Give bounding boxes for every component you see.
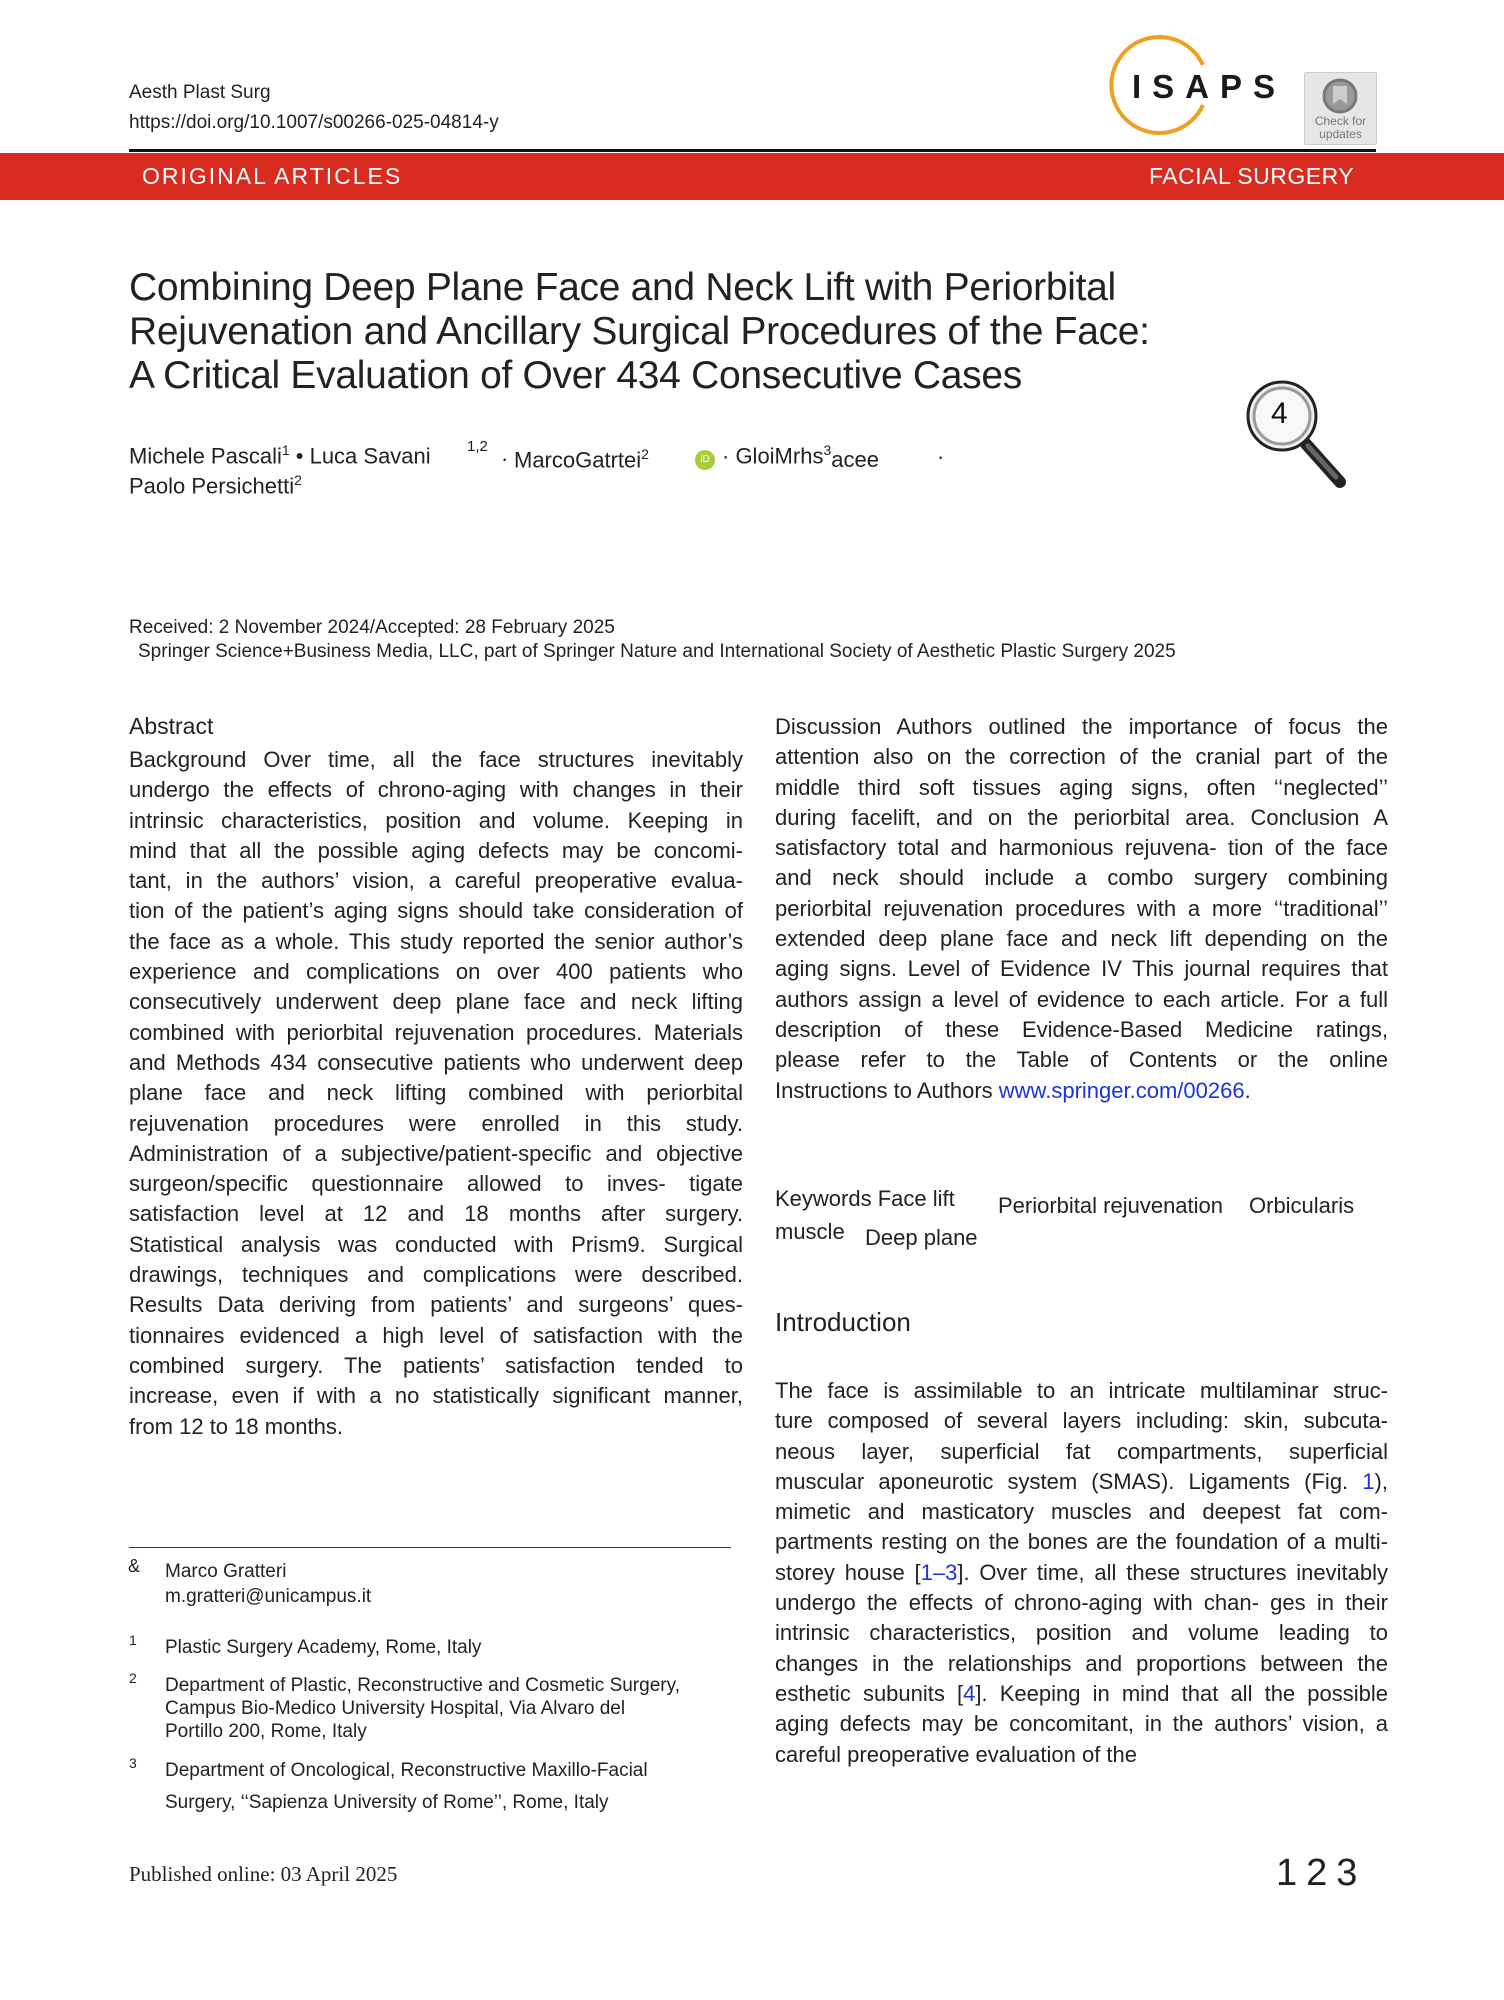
springer-123-logo: 123: [1276, 1852, 1367, 1894]
check-updates-text: updates: [1319, 127, 1362, 141]
affiliation-sup: 2: [641, 446, 649, 462]
text-line: attention also on the correction of the cranial part of the: [775, 744, 1388, 770]
text-line: surgeon/specific questionnaire allowed to inves- tigate: [129, 1171, 743, 1197]
corresponding-author-mark: &: [128, 1556, 141, 1576]
doi-link[interactable]: https://doi.org/10.1007/s00266-025-04814-y: [129, 112, 499, 133]
keyword[interactable]: muscle: [775, 1219, 845, 1244]
section-label-right: FACIAL SURGERY: [1149, 163, 1355, 189]
affiliation-sup: 3: [823, 442, 832, 458]
text-line: The face is assimilable to an intricate multilaminar struc-: [775, 1378, 1388, 1403]
text-line: experience and complications on over 400 patients who: [129, 959, 743, 985]
text-line: Statistical analysis was conducted with Prism9. Surgical: [129, 1231, 743, 1257]
reference-link[interactable]: 1: [1362, 1468, 1375, 1494]
reference-link[interactable]: 4: [963, 1680, 976, 1706]
text-line: tionnaires evidenced a high level of satisfaction with the: [129, 1322, 743, 1348]
text-line: changes in the relationships and proportions between the: [775, 1650, 1388, 1676]
published-online-date: Published online: 03 April 2025: [129, 1862, 398, 1886]
text-line: extended deep plane face and neck lift depending on the: [775, 926, 1388, 952]
article-title-line: Rejuvenation and Ancillary Surgical Procedures of the Face:: [129, 310, 1150, 353]
text-line: rejuvenation procedures were enrolled in this study.: [129, 1110, 743, 1136]
affiliation-sup: 2: [294, 472, 302, 488]
received-accepted-dates: Received: 2 November 2024/Accepted: 28 February 2025: [129, 617, 615, 638]
text-line: from 12 to 18 months.: [129, 1413, 343, 1439]
text-line: authors assign a level of evidence to each article. For a full: [775, 986, 1388, 1012]
text-line: storey house [1–3]. Over time, all these structures inevitably: [775, 1559, 1389, 1585]
author-name[interactable]: [129, 442, 431, 469]
text-line: increase, even if with a no statistically significant manner,: [129, 1383, 743, 1409]
author-name-text: Michele Pascali: [129, 443, 282, 469]
text-line: during facelift, and on the periorbital area. Conclusion A: [775, 804, 1388, 830]
text-line: tion of the patient’s aging signs should take consideration of: [129, 898, 743, 924]
author-name-text: · GloiMrhs: [722, 443, 824, 469]
reference-link[interactable]: 1–3: [920, 1559, 958, 1585]
reference-link[interactable]: www.springer.com/00266: [998, 1077, 1245, 1103]
affiliation-mark: 2: [129, 1670, 137, 1686]
text-line: plane face and neck lifting combined with periorbital: [129, 1080, 743, 1106]
check-for-updates-badge[interactable]: [1304, 72, 1377, 145]
text-line: and neck should include a combo surgery combining: [775, 865, 1388, 891]
text-line: middle third soft tissues aging signs, often ‘‘neglected’’: [775, 774, 1388, 800]
evidence-level-number: 4: [1271, 397, 1288, 430]
text-line: mind that all the possible aging defects may be concomi-: [129, 837, 743, 863]
affiliation-mark: 3: [129, 1755, 137, 1771]
article-title-line: Combining Deep Plane Face and Neck Lift with Periorbital: [129, 266, 1116, 309]
text-line: muscular aponeurotic system (SMAS). Ligaments (Fig. 1),: [775, 1468, 1388, 1494]
author-name-text: acee: [831, 447, 879, 473]
copyright-notice: Springer Science+Business Media, LLC, part of Springer Nature and International Society of Aesthetic Plastic Surgery 2025: [138, 641, 1176, 662]
text-line: aging signs. Level of Evidence IV This journal requires that: [775, 956, 1388, 982]
text-line: Background Over time, all the face structures inevitably: [129, 747, 743, 772]
author-name-text: MarcoGatrtei: [514, 447, 642, 473]
text-line: neous layer, superficial fat compartments, superficial: [775, 1438, 1388, 1464]
section-label-left: ORIGINAL ARTICLES: [142, 163, 403, 189]
text-line: partments resting on the bones are the foundation of a multi-: [775, 1529, 1388, 1555]
text-line: aging defects may be concomitant, in the authors’ vision, a: [775, 1711, 1388, 1737]
author-name[interactable]: [722, 442, 879, 473]
check-updates-text: Check for: [1314, 114, 1367, 128]
author-name[interactable]: [514, 446, 649, 473]
text-line: please refer to the Table of Contents or the online: [775, 1047, 1388, 1073]
text-line: combined surgery. The patients’ satisfaction tended to: [129, 1352, 743, 1378]
affiliation-line: Department of Oncological, Reconstructive Maxillo-Facial: [165, 1760, 648, 1781]
bookmark-circle-icon: [1320, 76, 1360, 116]
corresponding-author-name: Marco Gratteri: [165, 1561, 287, 1582]
introduction-heading: Introduction: [775, 1307, 911, 1337]
text-line: the face as a whole. This study reported the senior author’s: [129, 928, 743, 954]
article-title-line: A Critical Evaluation of Over 434 Consecutive Cases: [129, 354, 1022, 397]
text-line: satisfactory total and harmonious rejuvena- tion of the face: [775, 835, 1388, 861]
text-line: periorbital rejuvenation procedures with a more ‘‘traditional’’: [775, 895, 1388, 921]
abstract-body: [129, 745, 743, 1442]
keyword[interactable]: Orbicularis: [1249, 1193, 1355, 1218]
text-line: undergo the effects of chrono-aging with chan- ges in their: [775, 1590, 1388, 1616]
corresponding-author-email[interactable]: m.gratteri@unicampus.it: [165, 1586, 372, 1607]
isaps-logo: [1085, 35, 1287, 135]
text-line: drawings, techniques and complications were described.: [129, 1262, 743, 1288]
text-line: and Methods 434 consecutive patients who underwent deep: [129, 1049, 743, 1075]
author-separator: ·: [501, 446, 509, 471]
orcid-icon[interactable]: iD: [695, 450, 715, 470]
journal-name: Aesth Plast Surg: [129, 82, 271, 103]
text-line: consecutively underwent deep plane face and neck lifting: [129, 989, 743, 1015]
affiliation-line: Portillo 200, Rome, Italy: [165, 1721, 367, 1742]
author-separator: ·: [937, 444, 945, 469]
affiliation-mark: 1: [129, 1632, 137, 1648]
abstract-body-continued: [775, 712, 1388, 1106]
text-line: Results Data deriving from patients’ and surgeons’ ques-: [129, 1292, 743, 1318]
level-of-evidence-magnifier-icon: [1240, 378, 1350, 490]
isaps-logo-text: ISAPS: [1132, 68, 1287, 105]
text-line: Instructions to Authors www.springer.com/00266.: [775, 1077, 1251, 1103]
affiliation-line: Plastic Surgery Academy, Rome, Italy: [165, 1637, 482, 1658]
text-line: tant, in the authors’ vision, a careful preoperative evalua-: [129, 868, 743, 894]
affiliation-line: Campus Bio-Medico University Hospital, Via Alvaro del: [165, 1698, 626, 1719]
header-rule: [129, 149, 1376, 152]
text-line: esthetic subunits [4]. Keeping in mind that all the possible: [775, 1680, 1388, 1706]
affiliation-line: Department of Plastic, Reconstructive and Cosmetic Surgery,: [165, 1675, 680, 1696]
text-line: mimetic and masticatory muscles and deepest fat com-: [775, 1499, 1388, 1525]
author-name-text: Paolo Persichetti: [129, 473, 295, 499]
text-line: undergo the effects of chrono-aging with changes in their: [129, 777, 743, 803]
text-line: intrinsic characteristics, position and volume leading to: [775, 1620, 1388, 1646]
text-line: Administration of a subjective/patient-specific and objective: [129, 1140, 743, 1166]
introduction-body: [775, 1376, 1388, 1770]
text-line: ture composed of several layers including: skin, subcuta-: [775, 1408, 1388, 1434]
text-line: careful preoperative evaluation of the: [775, 1741, 1138, 1767]
footnote-rule: [129, 1547, 731, 1548]
affiliation-sup: 1,2: [467, 438, 488, 455]
text-line: combined with periorbital rejuvenation procedures. Materials: [129, 1019, 743, 1045]
affiliation-line: Surgery, ‘‘Sapienza University of Rome’’, Rome, Italy: [165, 1792, 609, 1813]
text-line: intrinsic characteristics, position and volume. Keeping in: [129, 807, 743, 833]
author-name-text: • Luca Savani: [295, 443, 431, 469]
author-name[interactable]: [129, 472, 302, 499]
keywords-label: Keywords Face lift: [775, 1186, 955, 1211]
affiliation-sup: 1: [281, 442, 290, 458]
text-line: Discussion Authors outlined the importance of focus the: [775, 714, 1388, 739]
abstract-heading: Abstract: [129, 713, 214, 739]
keyword[interactable]: Periorbital rejuvenation: [998, 1193, 1224, 1218]
text-line: description of these Evidence-Based Medicine ratings,: [775, 1016, 1388, 1042]
text-line: satisfaction level at 12 and 18 months after surgery.: [129, 1201, 743, 1227]
keyword[interactable]: Deep plane: [865, 1225, 978, 1250]
